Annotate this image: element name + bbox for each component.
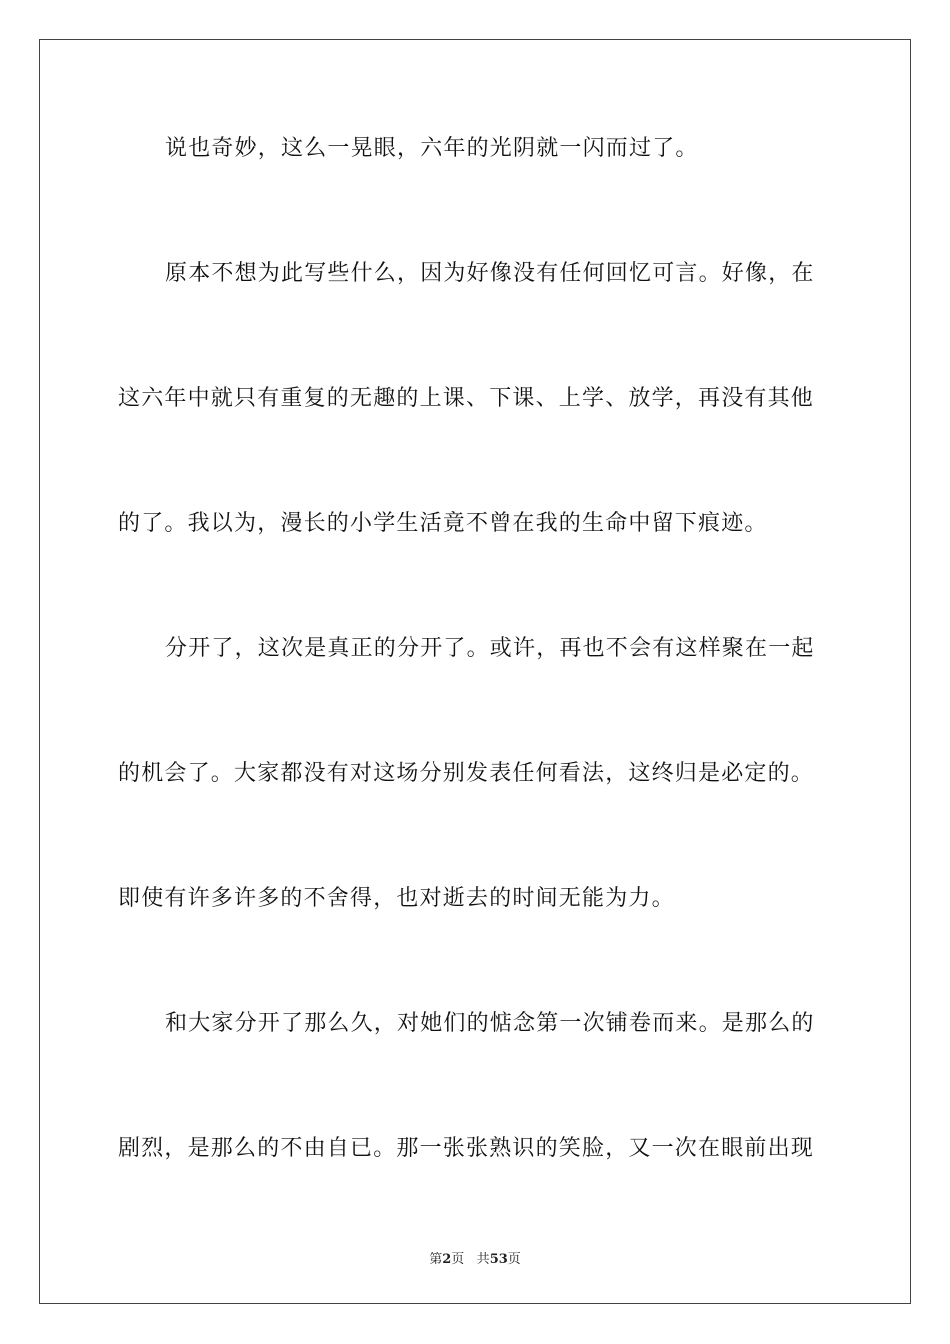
paragraph-line-4: 的了。我以为，漫长的小学生活竟不曾在我的生命中留下痕迹。 — [118, 511, 768, 536]
paragraph-line-5: 分开了，这次是真正的分开了。或许，再也不会有这样聚在一起 — [165, 636, 815, 661]
paragraph-line-6: 的机会了。大家都没有对这场分别发表任何看法，这终归是必定的。 — [118, 761, 815, 786]
paragraph-line-8: 和大家分开了那么久，对她们的惦念第一次铺卷而来。是那么的 — [165, 1011, 815, 1036]
paragraph-line-3: 这六年中就只有重复的无趣的上课、下课、上学、放学，再没有其他 — [118, 386, 815, 411]
page-frame — [39, 39, 911, 1304]
footer-total-suffix: 页 — [507, 1252, 521, 1267]
footer-page-suffix: 页 — [451, 1252, 465, 1267]
footer-total-prefix: 共 — [476, 1252, 490, 1267]
footer-page-number: 2 — [442, 1252, 452, 1267]
paragraph-line-1: 说也奇妙，这么一晃眼，六年的光阴就一闪而过了。 — [165, 136, 699, 161]
paragraph-line-2: 原本不想为此写些什么，因为好像没有任何回忆可言。好像，在 — [165, 261, 815, 286]
footer-total-pages: 53 — [489, 1252, 508, 1267]
paragraph-line-9: 剧烈，是那么的不由自已。那一张张熟识的笑脸，又一次在眼前出现 — [118, 1136, 815, 1161]
footer-page-prefix: 第 — [429, 1252, 443, 1267]
page-footer — [0, 1248, 950, 1267]
paragraph-line-7: 即使有许多许多的不舍得，也对逝去的时间无能为力。 — [118, 886, 675, 911]
